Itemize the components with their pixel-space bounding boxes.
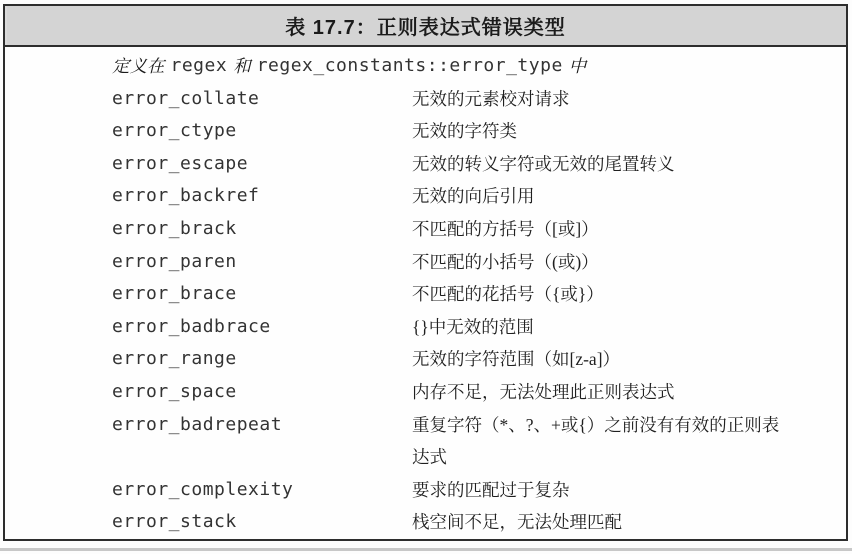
table-row xyxy=(112,409,836,474)
error-name-cell: error_escape xyxy=(112,152,249,174)
table-row xyxy=(112,343,836,376)
code-regex: regex xyxy=(170,55,228,76)
table-row xyxy=(112,213,836,246)
error-name-cell: error_stack xyxy=(112,511,237,533)
error-name-cell: error_collate xyxy=(112,87,260,109)
error-name-cell: error_badbrace xyxy=(112,315,271,337)
error-name-cell: error_space xyxy=(112,380,237,402)
error-desc-cell: 重复字符（*、?、+或{）之前没有有效的正则表达式 xyxy=(412,414,780,468)
error-name-cell: error_ctype xyxy=(112,120,237,142)
error-desc-cell: 不匹配的方括号（[或]） xyxy=(412,218,599,239)
defined-in-row xyxy=(112,50,836,83)
error-name-cell: error_brace xyxy=(112,283,237,305)
error-name-cell: error_badrepeat xyxy=(112,413,283,435)
table-row xyxy=(112,180,836,213)
table-header xyxy=(5,6,846,47)
table-title: 表 17.7：正则表达式错误类型 xyxy=(285,17,566,39)
table-row xyxy=(112,311,836,344)
code-error-type: regex_constants::error_type xyxy=(256,55,563,76)
regex-error-type-table xyxy=(3,4,848,541)
table-row xyxy=(112,474,836,507)
error-desc-cell: 要求的匹配过于复杂 xyxy=(412,479,570,500)
error-desc-cell: 无效的字符范围（如[z-a]） xyxy=(412,349,621,370)
table-row xyxy=(112,115,836,148)
error-desc-cell: 无效的转义字符或无效的尾置转义 xyxy=(412,153,675,174)
table-row xyxy=(112,83,836,116)
table-row xyxy=(112,148,836,181)
error-name-cell: error_complexity xyxy=(112,478,294,500)
error-name-cell: error_paren xyxy=(112,250,237,272)
page-rule-divider xyxy=(0,548,852,551)
defined-conjunction: 和 xyxy=(233,56,251,76)
error-desc-cell: 不匹配的花括号（{或}） xyxy=(412,284,604,305)
error-desc-cell: 无效的字符类 xyxy=(412,121,517,142)
error-desc-cell: 无效的向后引用 xyxy=(412,186,535,207)
defined-prefix: 定义在 xyxy=(112,56,165,76)
error-name-cell: error_brack xyxy=(112,217,237,239)
error-desc-cell: 内存不足，无法处理此正则表达式 xyxy=(412,381,675,402)
error-desc-cell: 无效的元素校对请求 xyxy=(412,88,570,109)
table-row xyxy=(112,278,836,311)
error-desc-cell: 不匹配的小括号（(或)） xyxy=(412,251,599,272)
table-row xyxy=(112,506,836,539)
error-name-cell: error_backref xyxy=(112,185,260,207)
error-desc-cell: 栈空间不足，无法处理匹配 xyxy=(412,512,622,533)
table-body xyxy=(5,47,846,539)
defined-suffix: 中 xyxy=(568,56,587,76)
table-row xyxy=(112,376,836,409)
error-name-cell: error_range xyxy=(112,348,237,370)
table-row xyxy=(112,246,836,279)
error-desc-cell: {}中无效的范围 xyxy=(412,316,534,337)
